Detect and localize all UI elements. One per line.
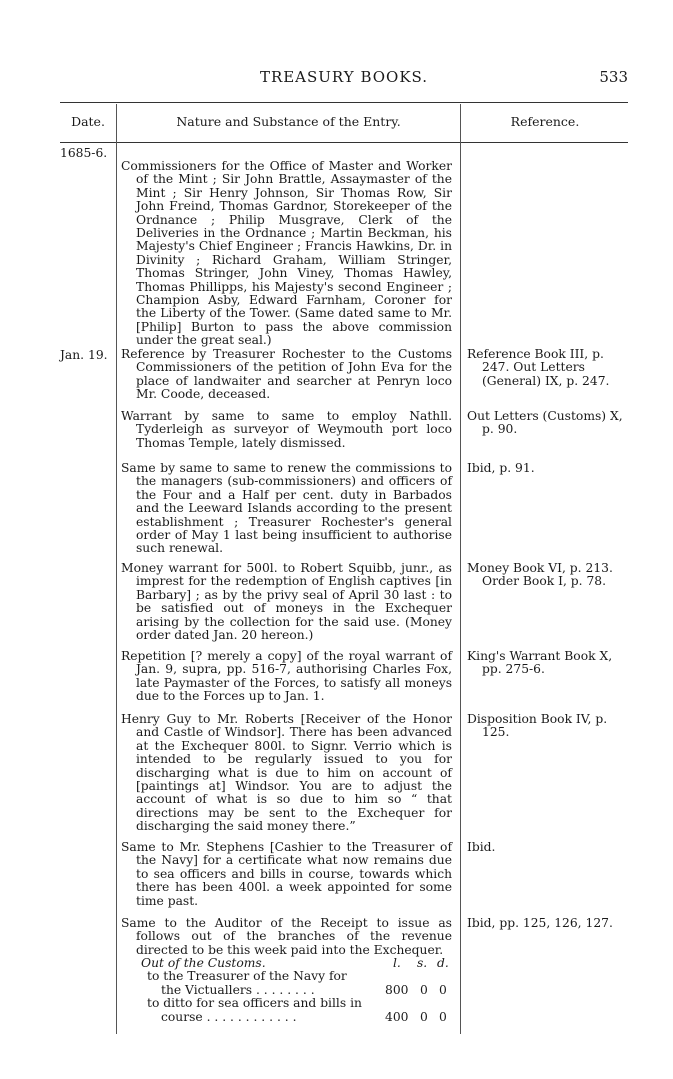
column-divider-date xyxy=(116,104,117,1034)
entry-reference: Ibid, p. 91. xyxy=(467,461,535,475)
column-header-date: Date. xyxy=(71,114,105,129)
entry-reference: Money Book VI, p. 213. Order Book I, p. 78. xyxy=(467,561,613,589)
entry-text xyxy=(121,160,452,348)
amount-shillings: 0 xyxy=(420,1009,428,1024)
column-divider-reference xyxy=(460,104,461,1034)
amount-pounds: 400 xyxy=(385,1009,409,1024)
header-rule xyxy=(60,142,628,143)
entry-reference: Reference Book III, p. 247. Out Letters (General) IX, p. 247. xyxy=(467,347,610,388)
entry-reference: Ibid. xyxy=(467,840,496,854)
entry-reference: King's Warrant Book X, pp. 275-6. xyxy=(467,649,613,677)
currency-pence: d. xyxy=(437,956,449,970)
entry-date: Jan. 19. xyxy=(60,348,108,362)
entry-text: Same to the Auditor of the Receipt to issue as follows out of the branches of the revenue directed to be this week paid into the Exchequer. xyxy=(121,916,452,957)
account-item: course . . . . . . . . . . . . xyxy=(161,1009,297,1024)
page-header xyxy=(60,66,628,88)
column-header-nature: Nature and Substance of the Entry. xyxy=(176,114,401,129)
account-item: to ditto for sea officers and bills in xyxy=(147,996,362,1011)
entry-text: Henry Guy to Mr. Roberts [Receiver of the Honor and Castle of Windsor]. There has been advanced at the Exchequer 800l. to Signr. Verrio which is intended to be regularly issued to you for discharging what is due to him on account of [paintings at] Windsor. You are to adjust the account of what is so due to him so “ that directions may be sent to the Exchequer for discharging the said money there.” xyxy=(121,712,452,834)
account-item: the Victuallers . . . . . . . . xyxy=(161,982,315,997)
currency-pounds: l. xyxy=(393,956,401,970)
amount-shillings: 0 xyxy=(420,982,428,997)
currency-shillings: s. xyxy=(417,956,428,970)
entry-text: Warrant by same to same to employ Nathll. Tyderleigh as surveyor of Weymouth port loco Thomas Temple, lately dismissed. xyxy=(121,409,452,450)
amount-pence: 0 xyxy=(439,1009,447,1024)
amount-pounds: 800 xyxy=(385,982,409,997)
entry-reference: Ibid, pp. 125, 126, 127. xyxy=(467,916,613,930)
entry-reference: Disposition Book IV, p. 125. xyxy=(467,712,608,740)
entry-text: Reference by Treasurer Rochester to the Customs Commissioners of the petition of John Eva for the place of landwaiter and searcher at Penryn loco Mr. Coode, deceased. xyxy=(121,347,452,402)
column-header-reference: Reference. xyxy=(510,114,580,129)
account-heading: Out of the Customs. xyxy=(141,956,266,970)
entry-text: Same by same to same to renew the commissions to the managers (sub-commissioners) and officers of the Four and a Half per cent. duty in Barbados and the Leeward Islands according to the present establishment ; Treasurer Rochester's general order of May 1 last being insufficient to authorise such renewal. xyxy=(121,461,452,556)
entry-date: 1685-6. xyxy=(60,146,108,160)
amount-pence: 0 xyxy=(439,982,447,997)
entry-reference: Out Letters (Customs) X, p. 90. xyxy=(467,409,623,437)
entry-text: Money warrant for 500l. to Robert Squibb, junr., as imprest for the redemption of English captives [in Barbary] ; as by the privy seal of April 30 last : to be satisfied out of moneys in the Exchequer arising by the collection for the said use. (Money order dated Jan. 20 hereon.) xyxy=(121,561,452,643)
page-number: 533 xyxy=(599,68,628,86)
account-table xyxy=(121,957,452,1024)
entry-text: Repetition [? merely a copy] of the royal warrant of Jan. 9, supra, pp. 516-7, authorising Charles Fox, late Paymaster of the Forces, to satisfy all moneys due to the Forces up to Jan. 1. xyxy=(121,649,452,704)
top-rule xyxy=(60,102,628,103)
account-item: to the Treasurer of the Navy for xyxy=(147,969,347,984)
running-title: TREASURY BOOKS. xyxy=(259,68,429,86)
entry-text: Commissioners for the Office of Master and Worker of the Mint ; Sir John Brattle, Assaymaster of the Mint ; Sir Henry Johnson, Sir Thomas Row, Sir John Freind, Thomas Gardnor, Storekeeper of the Ordnance ; Philip Musgrave, Clerk of the Deliveries in the Ordnance ; Martin Beckman, his Majesty's Chief Engineer ; Francis Hawkins, Dr. in Divinity ; Richard Graham, William Stringer, Thomas Stringer, John Viney, Thomas Hawley, Thomas Phillipps, his Majesty's second Engineer ; Champion Asby, Edward Farnham, Coroner for the Liberty of the Tower. (Same dated same to Mr. [Philip] Burton to pass the above commission under the great seal.) xyxy=(121,159,452,348)
entry-text: Same to Mr. Stephens [Cashier to the Treasurer of the Navy] for a certificate what now remains due to sea officers and bills in course, towards which there has been 400l. a week appointed for some time past. xyxy=(121,840,452,908)
